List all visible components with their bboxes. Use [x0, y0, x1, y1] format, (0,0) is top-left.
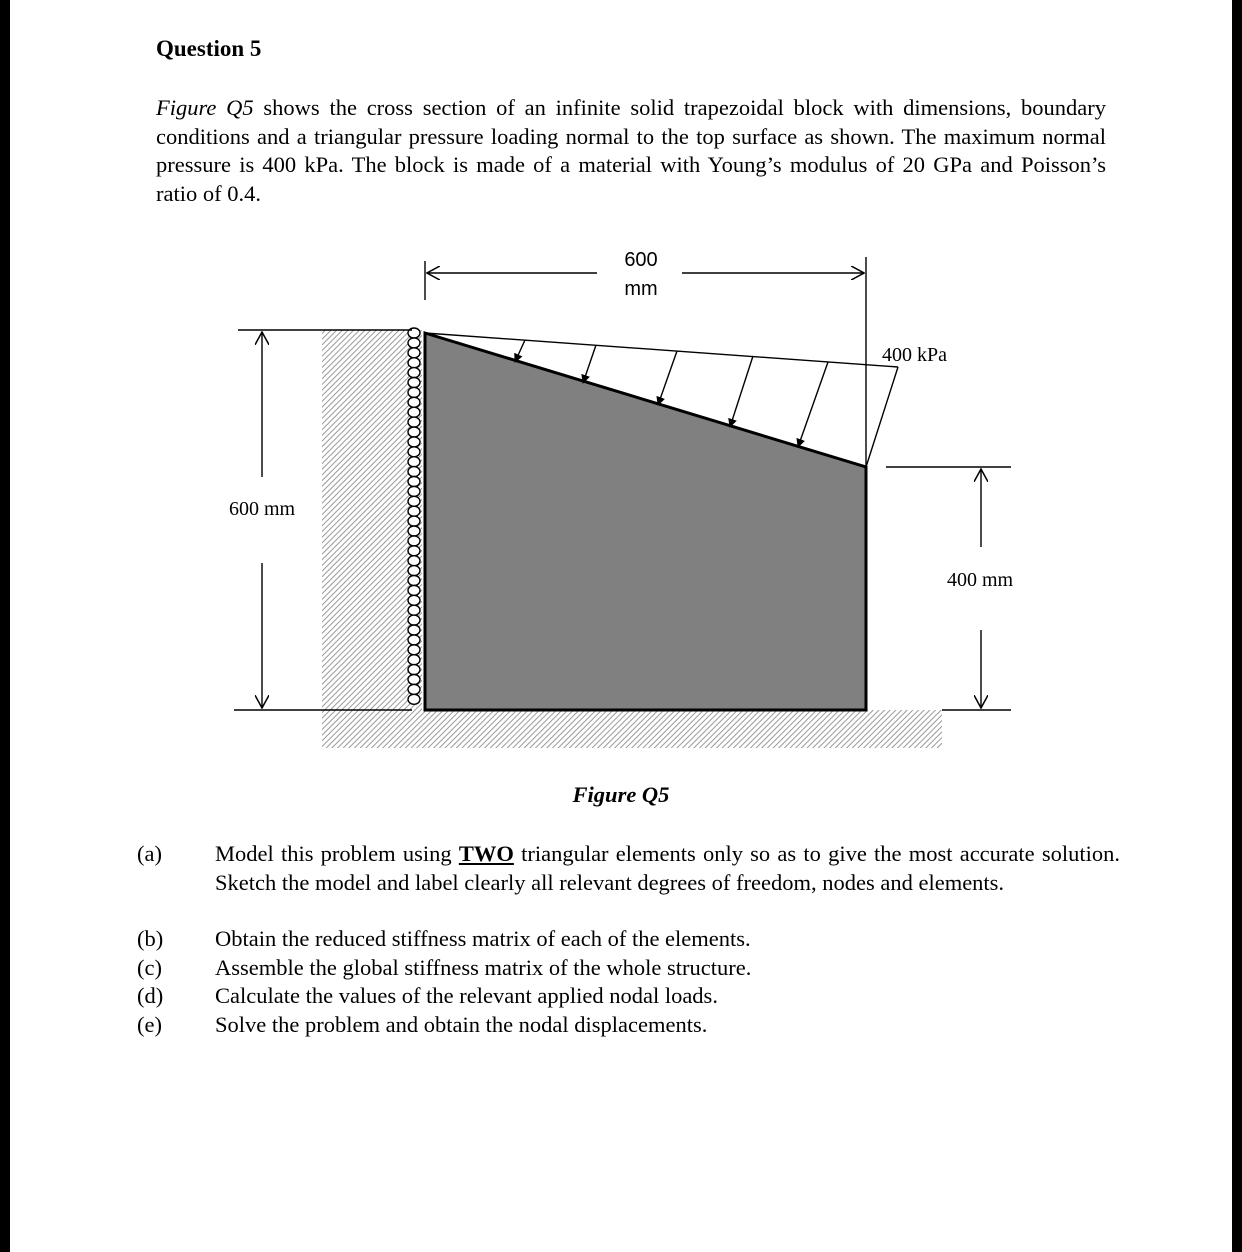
question-title: Question 5 — [156, 36, 262, 61]
pressure-arrow — [658, 351, 677, 405]
roller-circle — [408, 684, 420, 694]
roller-circle — [408, 378, 420, 388]
trapezoidal-block — [425, 333, 866, 710]
figure-reference: Figure Q5 — [156, 95, 254, 120]
roller-circle — [408, 526, 420, 536]
roller-circle — [408, 655, 420, 665]
roller-circle — [408, 397, 420, 407]
roller-circle — [408, 368, 420, 378]
roller-circle — [408, 486, 420, 496]
roller-circle — [408, 536, 420, 546]
pressure-label: 400 kPa — [882, 344, 947, 366]
roller-circle — [408, 407, 420, 417]
roller-circle — [408, 605, 420, 615]
figure-caption: Figure Q5 — [572, 782, 670, 807]
pressure-arrow — [515, 340, 525, 362]
part-label: (a) — [137, 841, 162, 866]
roller-circle — [408, 477, 420, 487]
left-height-label: 600 mm — [228, 498, 296, 520]
part-label: (e) — [137, 1012, 162, 1037]
left-wall-hatching — [322, 330, 422, 748]
emphasis-two: TWO — [458, 841, 514, 866]
roller-circle — [408, 665, 420, 675]
roller-circle — [408, 566, 420, 576]
pressure-end-line — [866, 367, 898, 467]
roller-circle — [408, 635, 420, 645]
roller-circle — [408, 675, 420, 685]
width-dimension-value: 600 — [624, 249, 658, 271]
right-height-label: 400 mm — [946, 569, 1014, 591]
part-label: (d) — [137, 983, 164, 1008]
roller-circle — [408, 457, 420, 467]
document-page — [10, 0, 1232, 1252]
part-text: Obtain the reduced stiffness matrix of each of the elements. — [215, 926, 751, 951]
ground-hatching — [322, 710, 942, 748]
figure-q5-diagram — [10, 0, 1232, 780]
roller-circle — [408, 338, 420, 348]
roller-circle — [408, 467, 420, 477]
roller-circle — [408, 348, 420, 358]
roller-circle — [408, 595, 420, 605]
part-text: Assemble the global stiffness matrix of the whole structure. — [215, 955, 752, 980]
roller-circle — [408, 387, 420, 397]
roller-circle — [408, 437, 420, 447]
roller-circle — [408, 546, 420, 556]
roller-circle — [408, 417, 420, 427]
pressure-arrow — [798, 362, 828, 447]
roller-circle — [408, 576, 420, 586]
part-text: Model this problem using TWO triangular elements only so as to give the most accurate solution. Sketch the model and label clearly all relevant degrees of freedom, nodes and elements. — [215, 841, 1120, 895]
part-label: (c) — [137, 955, 162, 980]
pressure-arrow — [730, 356, 753, 427]
roller-circle — [408, 694, 420, 704]
roller-circle — [408, 427, 420, 437]
roller-circle — [408, 556, 420, 566]
part-text: Solve the problem and obtain the nodal displacements. — [215, 1012, 708, 1037]
roller-circle — [408, 358, 420, 368]
roller-circle — [408, 496, 420, 506]
roller-circle — [408, 615, 420, 625]
roller-circle — [408, 506, 420, 516]
roller-circle — [408, 447, 420, 457]
roller-circle — [408, 516, 420, 526]
part-text: Calculate the values of the relevant applied nodal loads. — [215, 983, 718, 1008]
part-label: (b) — [137, 926, 164, 951]
roller-circle — [408, 645, 420, 655]
roller-circle — [408, 585, 420, 595]
pressure-arrow — [583, 345, 596, 383]
roller-circle — [408, 625, 420, 635]
intro-text: shows the cross section of an infinite solid trapezoidal block with dimensions, boundary conditions and a triangular pressure loading normal to the top surface as shown. The maximum normal pressure is 400 kPa. The block is made of a material with Young’s modulus of 20 GPa and Poisson’s ratio of 0.4. — [156, 95, 1107, 206]
width-dimension-unit: mm — [624, 278, 658, 300]
